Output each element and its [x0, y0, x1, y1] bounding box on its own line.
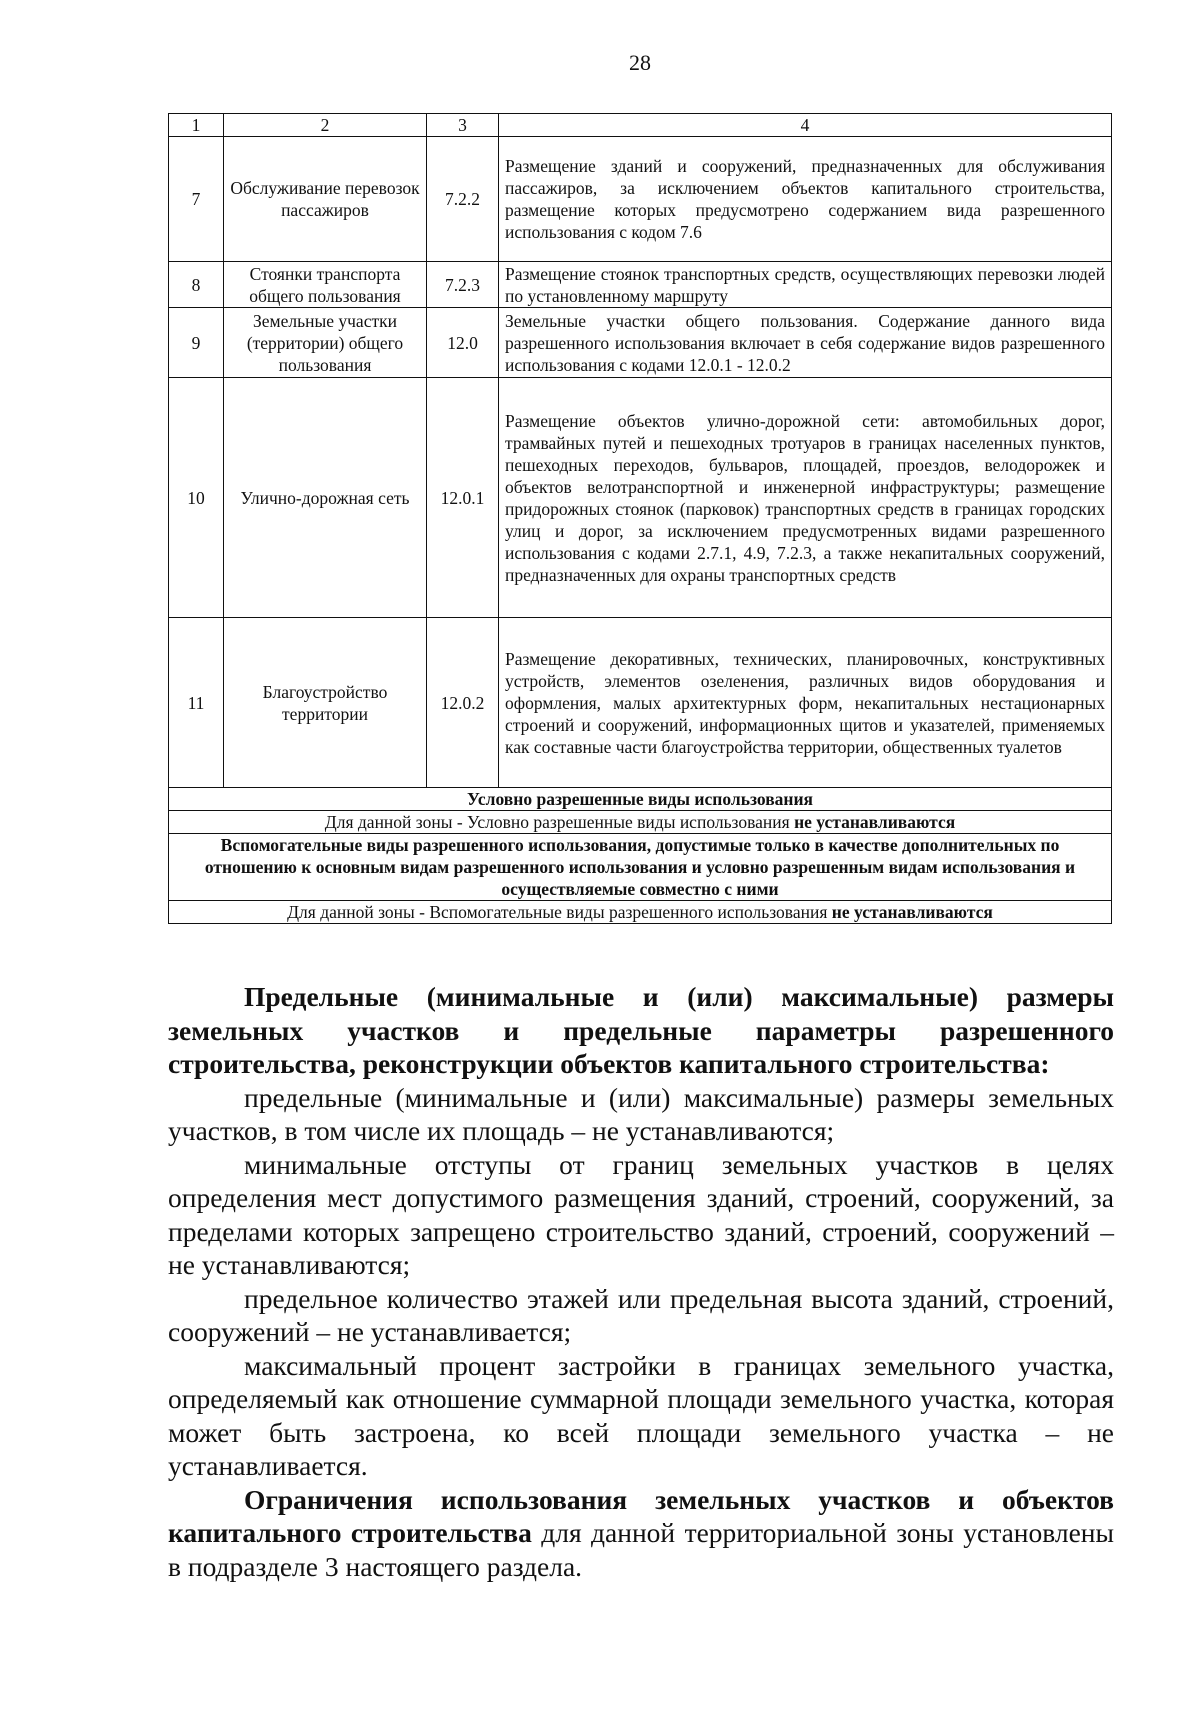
conditional-uses-text — [169, 811, 1112, 834]
use-type-code: 12.0.1 — [427, 378, 499, 618]
table-row — [169, 618, 1112, 788]
paragraph: максимальный процент застройки в границах земельного участка, определяемый как отношение суммарной площади земельного участка, которая может быть застроена, ко всей площади земельного участка – не устанавливается. — [168, 1349, 1114, 1481]
page-number: 28 — [629, 50, 651, 75]
conditional-uses-label: Для данной зоны - Условно разрешенные виды использования — [324, 812, 790, 832]
use-type-description: Размещение декоративных, технических, планировочных, конструктивных устройств, элементов озеленения, различных видов оборудования и оформления, малых архитектурных форм, некапитальных нестационарных строений и сооружений, информационных щитов и указателей, применяемых как составные части благоустройства территории, общественных туалетов — [499, 618, 1112, 788]
restrictions-bold: Ограничения использования земельных участков и объектов капитального строительства — [168, 1483, 1114, 1548]
use-type-description: Размещение зданий и сооружений, предназначенных для обслуживания пассажиров, за исключением объектов капитального строительства, размещение которых предусмотрено содержанием вида разрешенного использования с кодом 7.6 — [499, 137, 1112, 262]
auxiliary-uses-row — [169, 901, 1112, 924]
conditional-uses-row — [169, 811, 1112, 834]
header-cell: 3 — [427, 114, 499, 137]
conditional-uses-value: не устанавливаются — [794, 812, 956, 832]
table-row — [169, 262, 1112, 308]
row-number: 8 — [169, 262, 224, 308]
restrictions-paragraph — [168, 1483, 1114, 1584]
restrictions-rest: для данной территориальной зоны установлены в подразделе 3 настоящего раздела. — [168, 1517, 1115, 1582]
paragraph: минимальные отступы от границ земельных участков в целях определения мест допустимого размещения зданий, строений, сооружений, за пределами которых запрещено строительство зданий, строений, сооружений – не устанавливаются; — [168, 1148, 1114, 1280]
table-header-row — [169, 114, 1112, 137]
auxiliary-uses-label: Для данной зоны - Вспомогательные виды разрешенного использования — [287, 902, 828, 922]
land-use-table — [168, 113, 1112, 924]
use-type-code: 12.0 — [427, 308, 499, 378]
use-type-name: Земельные участки (территории) общего пользования — [224, 308, 427, 378]
table-row — [169, 137, 1112, 262]
use-type-name: Обслуживание перевозок пассажиров — [224, 137, 427, 262]
table-row — [169, 308, 1112, 378]
use-type-description: Размещение стоянок транспортных средств, осуществляющих перевозки людей по установленному маршруту — [499, 262, 1112, 308]
parameters-heading: Предельные (минимальные и (или) максимальные) размеры земельных участков и предельные параметры разрешенного строительства, реконструкции объектов капитального строительства: — [168, 981, 1114, 1079]
use-type-code: 7.2.2 — [427, 137, 499, 262]
use-type-name: Благоустройство территории — [224, 618, 427, 788]
use-type-description: Земельные участки общего пользования. Содержание данного вида разрешенного использования включает в себя содержание видов разрешенного использования с кодами 12.0.1 - 12.0.2 — [499, 308, 1112, 378]
row-number: 7 — [169, 137, 224, 262]
auxiliary-uses-value: не устанавливаются — [831, 902, 993, 922]
table-row — [169, 378, 1112, 618]
paragraph: предельное количество этажей или предельная высота зданий, строений, сооружений – не устанавливается; — [168, 1282, 1114, 1347]
conditional-uses-heading: Условно разрешенные виды использования — [169, 788, 1112, 811]
conditional-uses-heading-row — [169, 788, 1112, 811]
auxiliary-uses-heading: Вспомогательные виды разрешенного использования, допустимые только в качестве дополнительных по отношению к основным видам разрешенного использования и условно разрешенным видам использования и осуществляемые совместно с ними — [169, 834, 1112, 901]
use-type-description: Размещение объектов улично-дорожной сети: автомобильных дорог, трамвайных путей и пешеходных тротуаров в границах населенных пунктов, пешеходных переходов, бульваров, площадей, проездов, велодорожек и объектов велотранспортной и инженерной инфраструктуры; размещение придорожных стоянок (парковок) транспортных средств в границах городских улиц и дорог, за исключением предусмотренных видами разрешенного использования с кодами 2.7.1, 4.9, 7.2.3, а также некапитальных сооружений, предназначенных для охраны транспортных средств — [499, 378, 1112, 618]
row-number: 11 — [169, 618, 224, 788]
use-type-code: 7.2.3 — [427, 262, 499, 308]
use-type-name: Улично-дорожная сеть — [224, 378, 427, 618]
header-cell: 1 — [169, 114, 224, 137]
auxiliary-uses-text — [169, 901, 1112, 924]
use-type-name: Стоянки транспорта общего пользования — [224, 262, 427, 308]
row-number: 9 — [169, 308, 224, 378]
paragraph: предельные (минимальные и (или) максимальные) размеры земельных участков, в том числе их площадь – не устанавливаются; — [168, 1081, 1114, 1146]
body-text — [168, 980, 1114, 1583]
auxiliary-uses-heading-row — [169, 834, 1112, 901]
header-cell: 4 — [499, 114, 1112, 137]
use-type-code: 12.0.2 — [427, 618, 499, 788]
header-cell: 2 — [224, 114, 427, 137]
row-number: 10 — [169, 378, 224, 618]
